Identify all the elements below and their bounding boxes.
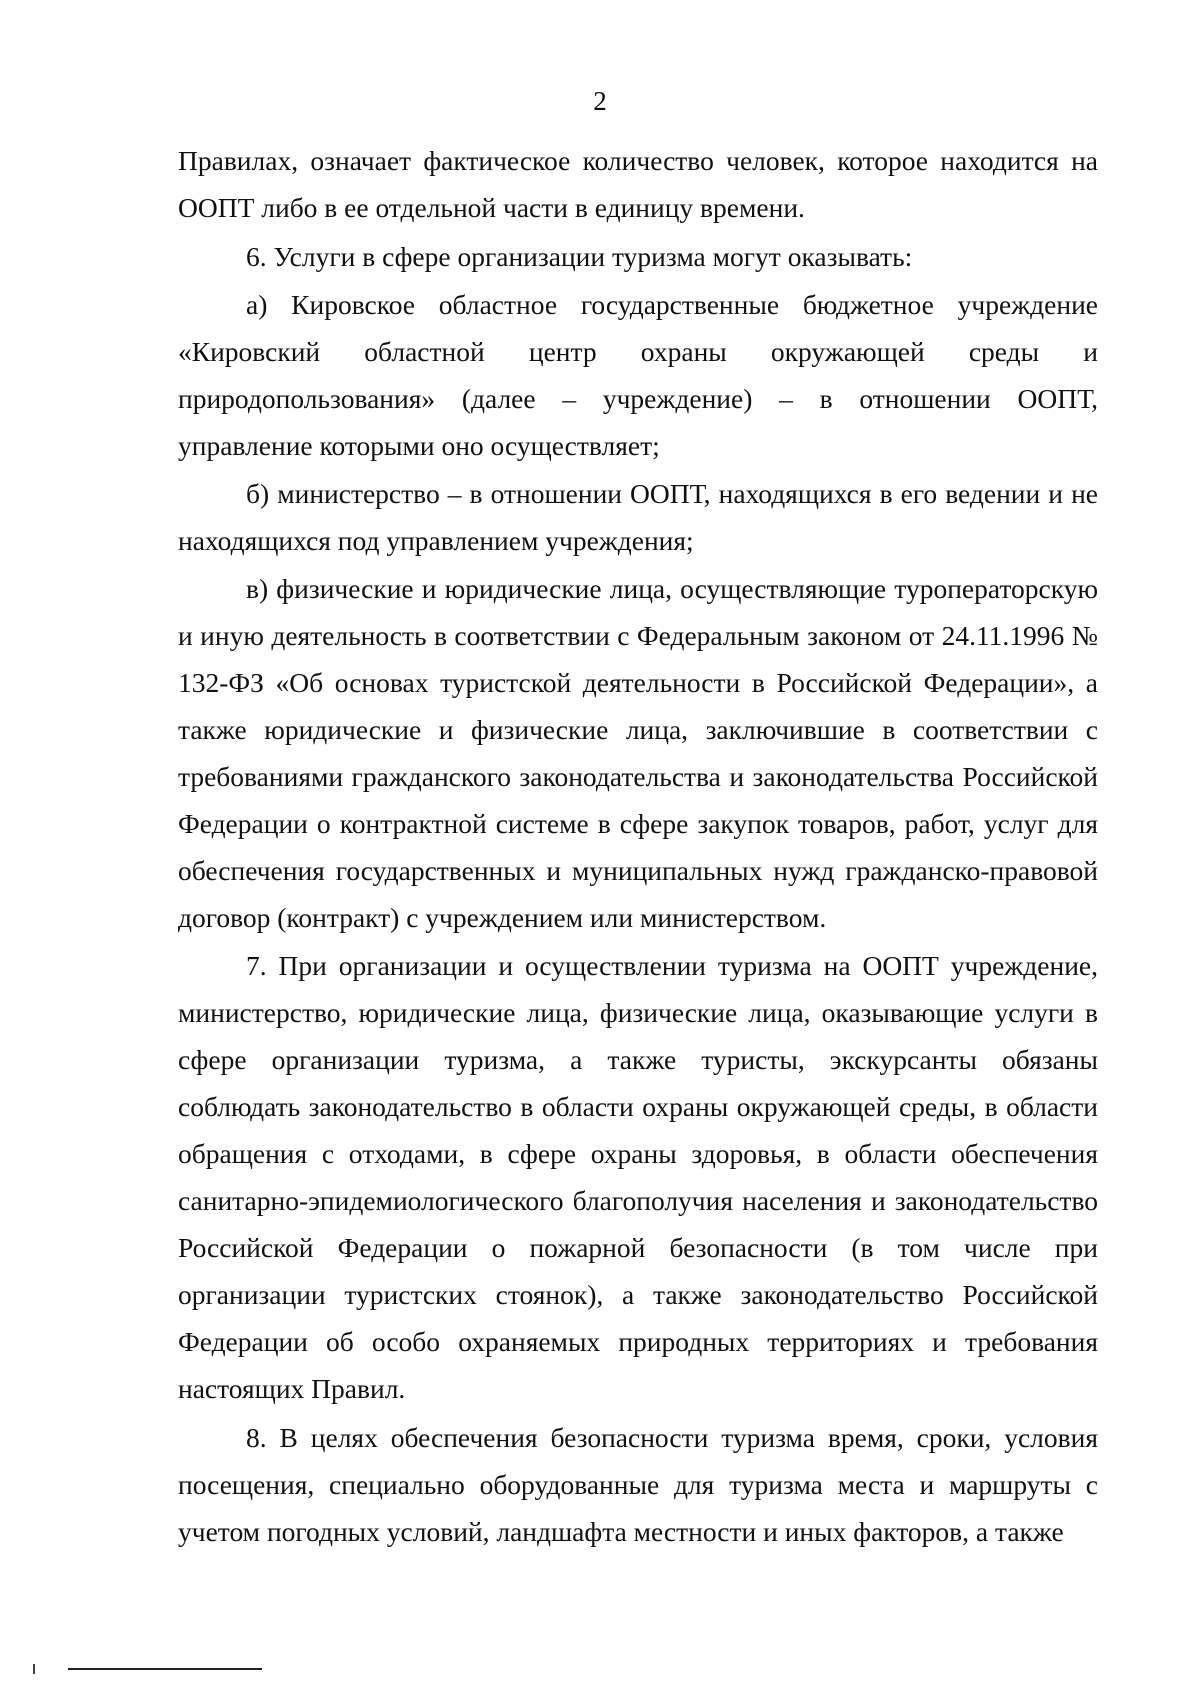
paragraph-7: 7. При организации и осуществлении туризма на ООПТ учреждение, министерство, юридические лица, физические лица, оказывающие услуги в сфере организации туризма, а также туристы, экскурсанты обязаны соблюдать законодательство в области охраны окружающей среды, в области обращения с отходами, в сфере охраны здоровья, в области обеспечения санитарно-эпидемиологического благополучия населения и законодательство Российской Федерации о пожарной безопасности (в том числе при организации туристских стоянок), а также законодательство Российской Федерации об особо охраняемых природных территориях и требования настоящих Правил.: [178, 950, 1098, 1404]
page-number: 2: [593, 86, 607, 116]
paragraph-6: 6. Услуги в сфере организации туризма могут оказывать:: [246, 241, 913, 272]
paragraph-continuation: Правилах, означает фактическое количество человек, которое находится на ООПТ либо в ее отдельной части в единицу времени.: [178, 145, 1098, 223]
document-body: [178, 137, 1098, 1555]
scan-edge-mark: [33, 1664, 35, 1674]
paragraph-6b: б) министерство – в отношении ООПТ, находящихся в его ведении и не находящихся под управлением учреждения;: [178, 478, 1098, 556]
paragraph-8: 8. В целях обеспечения безопасности туризма время, сроки, условия посещения, специально оборудованные для туризма места и маршруты с учетом погодных условий, ландшафта местности и иных факторов, а также: [178, 1422, 1098, 1547]
paragraph-6v: в) физические и юридические лица, осуществляющие туроператорскую и иную деятельность в соответствии с Федеральным законом от 24.11.1996 № 132-ФЗ «Об основах туристской деятельности в Российской Федерации», а также юридические и физические лица, заключившие в соответствии с требованиями гражданского законодательства и законодательства Российской Федерации о контрактной системе в сфере закупок товаров, работ, услуг для обеспечения государственных и муниципальных нужд гражданско-правовой договор (контракт) с учреждением или министерством.: [178, 573, 1098, 933]
footnote-separator: [68, 1668, 262, 1670]
paragraph-6a: а) Кировское областное государственные бюджетное учреждение «Кировский областной центр охраны окружающей среды и природопользования» (далее – учреждение) – в отношении ООПТ, управление которыми оно осуществляет;: [178, 289, 1098, 461]
